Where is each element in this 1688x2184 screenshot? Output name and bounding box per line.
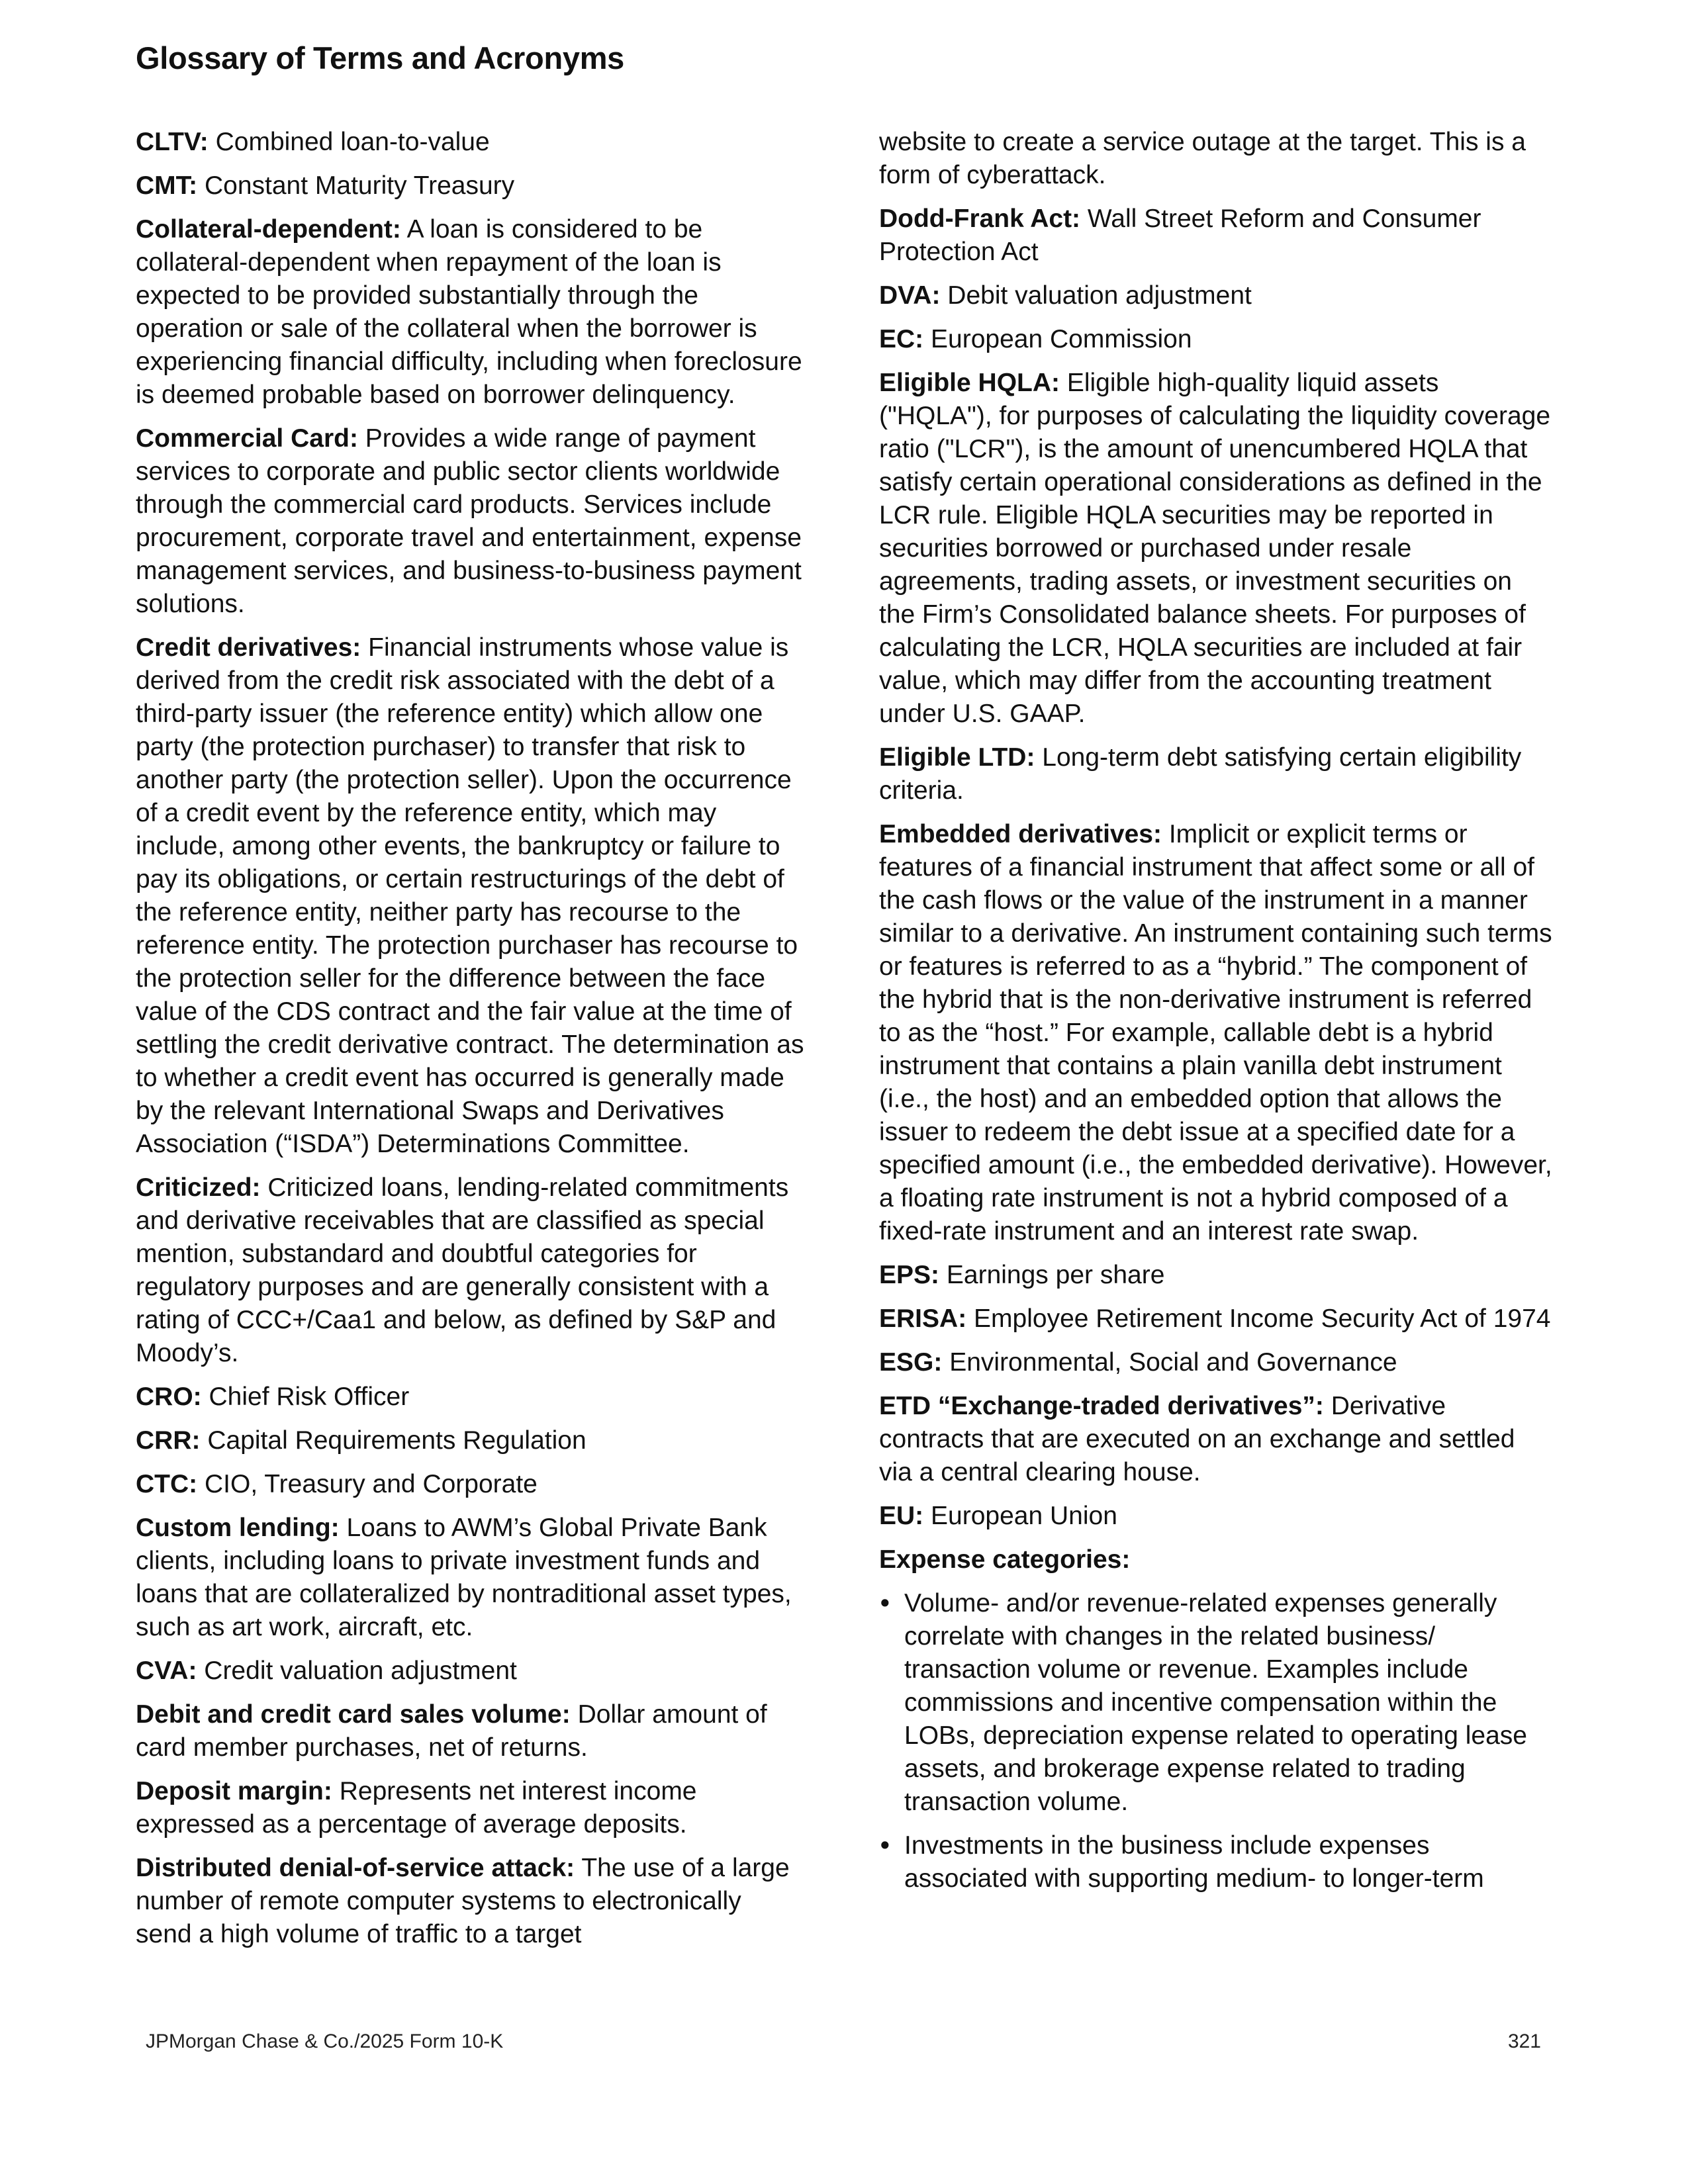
glossary-entry bbox=[136, 169, 804, 203]
definition: Employee Retirement Income Security Act of 1974 bbox=[974, 1304, 1551, 1333]
footer-document-name: JPMorgan Chase & Co./2025 Form 10-K bbox=[146, 2030, 504, 2052]
definition: The use of a large number of remote computer systems to electronically send a high volume of traffic to a target bbox=[136, 1854, 790, 1948]
glossary-entry bbox=[136, 213, 804, 412]
term: DVA: bbox=[879, 281, 941, 310]
definition: European Commission bbox=[931, 325, 1192, 353]
list-item-text: Volume- and/or revenue-related expenses generally correlate with changes in the related business/ transaction volume or revenue. Examples include commissions and incentive compensation within the LOBs, depreciation expense related to operating lease assets, and brokerage expense related to trading transaction volume. bbox=[904, 1589, 1527, 1816]
definition: Wall Street Reform and Consumer Protection Act bbox=[879, 205, 1481, 266]
definition: Represents net interest income expressed as a percentage of average deposits. bbox=[136, 1777, 697, 1839]
glossary-entry bbox=[879, 323, 1554, 356]
definition: Eligible high-quality liquid assets ("HQLA"), for purposes of calculating the liquidity coverage ratio ("LCR"), is the amount of unencumbered HQLA that satisfy certain operational considerations as defined in the LCR rule. Eligible HQLA securities may be reported in securities borrowed or purchased under resale agreements, trading assets, or investment securities on the Firm’s Consolidated balance sheets. For purposes of calculating the LCR, HQLA securities are included at fair value, which may differ from the accounting treatment under U.S. GAAP. bbox=[879, 369, 1551, 728]
glossary-entry bbox=[136, 1512, 804, 1644]
glossary-entry bbox=[136, 1171, 804, 1370]
expense-categories-list bbox=[879, 1587, 1554, 1895]
definition: Loans to AWM’s Global Private Bank clients, including loans to private investment funds and loans that are collateralized by nontraditional asset types, such as art work, aircraft, etc. bbox=[136, 1514, 792, 1641]
term: Embedded derivatives: bbox=[879, 820, 1162, 848]
glossary-entry bbox=[879, 1390, 1554, 1489]
glossary-entry bbox=[879, 741, 1554, 807]
glossary-entry bbox=[879, 1302, 1554, 1336]
glossary-entry bbox=[879, 279, 1554, 312]
definition: Provides a wide range of payment services to corporate and public sector clients worldwide through the commercial card products. Services include procurement, corporate travel and entertainment, expense management services, and business-to-business payment solutions. bbox=[136, 424, 802, 618]
term: EU: bbox=[879, 1502, 924, 1530]
definition: Long-term debt satisfying certain eligibility criteria. bbox=[879, 743, 1522, 805]
glossary-right-column bbox=[879, 126, 1554, 1906]
term: CTC: bbox=[136, 1470, 198, 1498]
definition: Earnings per share bbox=[946, 1261, 1165, 1289]
glossary-entry bbox=[136, 1698, 804, 1764]
term: CMT: bbox=[136, 171, 198, 200]
term: Criticized: bbox=[136, 1173, 261, 1202]
definition: European Union bbox=[931, 1502, 1117, 1530]
footer-page-number: 321 bbox=[1507, 2030, 1541, 2052]
glossary-entry bbox=[136, 422, 804, 621]
definition: Debit valuation adjustment bbox=[947, 281, 1252, 310]
term: Custom lending: bbox=[136, 1514, 340, 1542]
term: Eligible LTD: bbox=[879, 743, 1035, 772]
expense-categories-heading: Expense categories: bbox=[879, 1545, 1131, 1574]
definition: Implicit or explicit terms or features of a financial instrument that affect some or all of the cash flows or the value of the instrument in a manner similar to a derivative. An instrument containing such terms or features is referred to as a “hybrid.” The component of the hybrid that is the non-derivative instrument is referred to as the “host.” For example, callable debt is a hybrid instrument that contains a plain vanilla debt instrument (i.e., the host) and an embedded option that allows the issuer to redeem the debt issue at a specified date for a specified amount (i.e., the embedded derivative). However, a floating rate instrument is not a hybrid composed of a fixed-rate instrument and an interest rate swap. bbox=[879, 820, 1552, 1246]
glossary-entry bbox=[136, 1381, 804, 1414]
glossary-entry bbox=[136, 631, 804, 1161]
definition: Capital Requirements Regulation bbox=[207, 1426, 586, 1455]
term: Distributed denial-of-service attack: bbox=[136, 1854, 575, 1882]
term: CLTV: bbox=[136, 128, 209, 156]
term: Commercial Card: bbox=[136, 424, 358, 453]
glossary-entry bbox=[879, 818, 1554, 1248]
term: CRO: bbox=[136, 1383, 202, 1411]
glossary-entry bbox=[879, 203, 1554, 269]
definition: Environmental, Social and Governance bbox=[949, 1348, 1397, 1377]
term: Dodd-Frank Act: bbox=[879, 205, 1081, 233]
glossary-entry bbox=[136, 1655, 804, 1688]
definition: Criticized loans, lending-related commitments and derivative receivables that are classified as special mention, substandard and doubtful categories for regulatory purposes and are generally consistent with a rating of CCC+/Caa1 and below, as defined by S&P and Moody’s. bbox=[136, 1173, 789, 1367]
continued-definition: website to create a service outage at the target. This is a form of cyberattack. bbox=[879, 128, 1526, 189]
definition: Chief Risk Officer bbox=[209, 1383, 410, 1411]
glossary-entry bbox=[136, 1424, 804, 1457]
glossary-entry bbox=[879, 1259, 1554, 1292]
glossary-entry bbox=[136, 1468, 804, 1501]
glossary-left-column bbox=[136, 126, 804, 1962]
definition: Combined loan-to-value bbox=[215, 128, 490, 156]
definition: Derivative contracts that are executed on an exchange and settled via a central clearing house. bbox=[879, 1392, 1515, 1486]
term: Debit and credit card sales volume: bbox=[136, 1700, 571, 1729]
definition: Credit valuation adjustment bbox=[204, 1657, 517, 1685]
term: Deposit margin: bbox=[136, 1777, 332, 1805]
term: CVA: bbox=[136, 1657, 197, 1685]
glossary-entry bbox=[136, 1775, 804, 1841]
glossary-entry bbox=[879, 1500, 1554, 1533]
definition: Financial instruments whose value is derived from the credit risk associated with the debt of a third-party issuer (the reference entity) which allow one party (the protection purchaser) to transfer that risk to another party (the protection seller). Upon the occurrence of a credit event by the reference entity, which may include, among other events, the bankruptcy or failure to pay its obligations, or certain restructurings of the debt of the reference entity, neither party has recourse to the reference entity. The protection purchaser has recourse to the protection seller for the difference between the face value of the CDS contract and the fair value at the time of settling the credit derivative contract. The determination as to whether a credit event has occurred is generally made by the relevant International Swaps and Derivatives Association (“ISDA”) Determinations Committee. bbox=[136, 633, 804, 1158]
term: ETD “Exchange-traded derivatives”: bbox=[879, 1392, 1324, 1420]
list-item-text: Investments in the business include expenses associated with supporting medium- to longer-term bbox=[904, 1831, 1484, 1893]
term: CRR: bbox=[136, 1426, 201, 1455]
term: Credit derivatives: bbox=[136, 633, 361, 662]
term: ERISA: bbox=[879, 1304, 967, 1333]
term: Collateral-dependent: bbox=[136, 215, 401, 244]
definition: CIO, Treasury and Corporate bbox=[204, 1470, 538, 1498]
term: ESG: bbox=[879, 1348, 943, 1377]
definition: A loan is considered to be collateral-dependent when repayment of the loan is expected to be provided substantially through the operation or sale of the collateral when the borrower is experiencing financial difficulty, including when foreclosure is deemed probable based on borrower delinquency. bbox=[136, 215, 802, 409]
glossary-entry bbox=[136, 1852, 804, 1951]
term: EC: bbox=[879, 325, 924, 353]
glossary-entry bbox=[136, 126, 804, 159]
definition: Dollar amount of card member purchases, net of returns. bbox=[136, 1700, 767, 1762]
definition: Constant Maturity Treasury bbox=[204, 171, 515, 200]
term: Eligible HQLA: bbox=[879, 369, 1060, 397]
term: EPS: bbox=[879, 1261, 940, 1289]
page-title: Glossary of Terms and Acronyms bbox=[136, 40, 625, 75]
bullet-icon: • bbox=[880, 1831, 890, 1860]
bullet-icon: • bbox=[880, 1589, 890, 1617]
list-item bbox=[879, 1587, 1554, 1819]
glossary-entry bbox=[879, 367, 1554, 731]
glossary-entry bbox=[879, 1346, 1554, 1379]
list-item bbox=[879, 1829, 1554, 1895]
